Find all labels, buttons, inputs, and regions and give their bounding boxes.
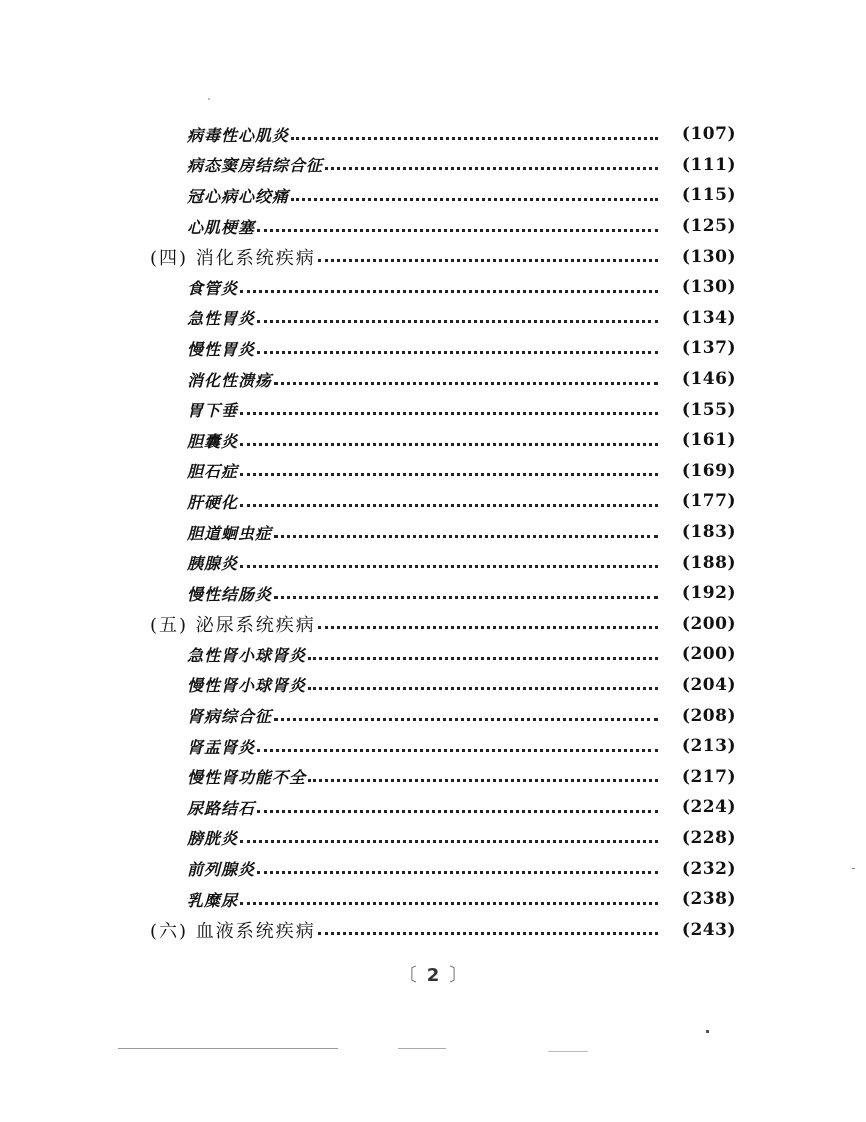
toc-entry-page: (188) (681, 552, 736, 573)
toc-entry (0, 119, 866, 150)
toc-entry-page: (228) (681, 827, 736, 848)
toc-entry-title: 病毒性心肌炎 (187, 125, 290, 145)
toc-dot-leader (318, 259, 658, 262)
toc-entry (0, 731, 866, 762)
toc-dot-leader (240, 443, 658, 446)
toc-dot-leader (257, 871, 658, 874)
toc-dot-leader (257, 810, 658, 813)
toc-entry-title: 冠心病心绞痛 (187, 186, 290, 206)
toc-dot-leader (308, 657, 658, 660)
toc-list (0, 119, 866, 945)
toc-entry (0, 150, 866, 181)
toc-entry-page: (232) (681, 858, 736, 879)
toc-entry (0, 517, 866, 548)
toc-entry (0, 700, 866, 731)
toc-entry-title: 尿路结石 (187, 798, 256, 818)
toc-entry (0, 670, 866, 701)
toc-entry (0, 456, 866, 487)
toc-entry-title: 肾盂肾炎 (187, 737, 256, 757)
toc-entry-page: (208) (681, 705, 736, 726)
toc-entry-title: (六) 血液系统疾病 (150, 920, 316, 942)
toc-dot-leader (240, 290, 658, 293)
toc-entry (0, 394, 866, 425)
toc-dot-leader (240, 473, 658, 476)
footer-open-bracket: 〔 (398, 965, 417, 986)
toc-entry-page: (130) (681, 277, 736, 298)
toc-entry-title: 急性胃炎 (187, 309, 256, 329)
toc-entry-page: (177) (681, 491, 736, 512)
toc-entry-page: (130) (681, 246, 736, 267)
toc-entry (0, 272, 866, 303)
table-of-contents (0, 119, 866, 945)
toc-entry-title: 慢性结肠炎 (187, 584, 273, 604)
toc-dot-leader (318, 932, 658, 935)
toc-dot-leader (257, 229, 658, 232)
toc-entry-page: (200) (681, 613, 736, 634)
toc-entry-title: 膀胱炎 (187, 829, 239, 849)
toc-entry-page: (183) (681, 522, 736, 543)
toc-dot-leader (308, 687, 658, 690)
toc-entry-title: 前列腺炎 (187, 860, 256, 880)
scan-noise-streak (398, 1048, 446, 1049)
toc-dot-leader (274, 382, 658, 385)
toc-section-heading (0, 609, 866, 640)
toc-entry (0, 425, 866, 456)
toc-entry (0, 884, 866, 915)
toc-dot-leader (240, 565, 658, 568)
scan-noise-dot (852, 868, 855, 869)
toc-dot-leader (325, 167, 658, 170)
toc-dot-leader (257, 320, 658, 323)
toc-dot-leader (308, 779, 658, 782)
toc-entry-title: 肾病综合征 (187, 707, 273, 727)
toc-entry-title: 慢性胃炎 (187, 339, 256, 359)
toc-dot-leader (257, 351, 658, 354)
toc-entry (0, 639, 866, 670)
toc-entry-page: (204) (681, 674, 736, 695)
toc-dot-leader (257, 749, 658, 752)
toc-dot-leader (274, 535, 658, 538)
toc-entry-title: 病态窦房结综合征 (187, 156, 324, 176)
toc-entry-title: 慢性肾小球肾炎 (187, 676, 307, 696)
toc-entry-page: (115) (681, 185, 736, 206)
toc-entry-page: (243) (681, 919, 736, 940)
toc-entry (0, 792, 866, 823)
toc-entry-page: (217) (681, 766, 736, 787)
toc-entry-title: 慢性肾功能不全 (187, 768, 307, 788)
toc-entry-page: (161) (681, 430, 736, 451)
toc-dot-leader (274, 596, 658, 599)
toc-entry-page: (125) (681, 216, 736, 237)
toc-entry (0, 578, 866, 609)
toc-entry-title: 胰腺炎 (187, 554, 239, 574)
toc-entry (0, 211, 866, 242)
toc-entry-page: (169) (681, 460, 736, 481)
toc-entry-title: 胃下垂 (187, 401, 239, 421)
toc-dot-leader (240, 412, 658, 415)
toc-entry-page: (111) (681, 154, 736, 175)
toc-entry-title: 急性肾小球肾炎 (187, 645, 307, 665)
toc-entry-title: (五) 泌尿系统疾病 (150, 614, 316, 636)
toc-entry-page: (107) (681, 124, 736, 145)
toc-entry-page: (192) (681, 583, 736, 604)
toc-entry (0, 547, 866, 578)
toc-entry-title: (四) 消化系统疾病 (150, 247, 316, 269)
toc-dot-leader (318, 626, 658, 629)
toc-entry-page: (200) (681, 644, 736, 665)
toc-entry (0, 303, 866, 334)
toc-dot-leader (240, 902, 658, 905)
toc-entry-page: (155) (681, 399, 736, 420)
toc-entry-page: (224) (681, 797, 736, 818)
page-footer (0, 961, 866, 987)
toc-entry-page: (238) (681, 889, 736, 910)
toc-dot-leader (240, 840, 658, 843)
toc-entry-page: (134) (681, 307, 736, 328)
toc-entry-page: (146) (681, 369, 736, 390)
toc-section-heading (0, 241, 866, 272)
toc-entry (0, 486, 866, 517)
toc-entry-title: 乳糜尿 (187, 890, 239, 910)
toc-entry (0, 853, 866, 884)
toc-entry-title: 胆囊炎 (187, 431, 239, 451)
toc-entry-page: (213) (681, 736, 736, 757)
toc-entry-title: 心肌梗塞 (187, 217, 256, 237)
toc-entry-title: 胆道蛔虫症 (187, 523, 273, 543)
toc-entry (0, 761, 866, 792)
scan-noise-dot (706, 1030, 709, 1033)
toc-dot-leader (291, 137, 658, 140)
toc-entry (0, 364, 866, 395)
toc-dot-leader (291, 198, 658, 201)
toc-entry-title: 食管炎 (187, 278, 239, 298)
toc-entry (0, 333, 866, 364)
toc-entry-title: 肝硬化 (187, 492, 239, 512)
toc-entry (0, 180, 866, 211)
toc-entry-title: 消化性溃疡 (187, 370, 273, 390)
toc-dot-leader (240, 504, 658, 507)
page-number: 2 (426, 965, 440, 986)
toc-section-heading (0, 914, 866, 945)
toc-entry-title: 胆石症 (187, 462, 239, 482)
toc-entry (0, 823, 866, 854)
toc-entry-page: (137) (681, 338, 736, 359)
scan-noise-dot (208, 98, 210, 100)
scan-noise-streak (118, 1048, 338, 1049)
footer-close-bracket: 〕 (449, 965, 468, 986)
scan-noise-streak (548, 1051, 588, 1052)
toc-dot-leader (274, 718, 658, 721)
